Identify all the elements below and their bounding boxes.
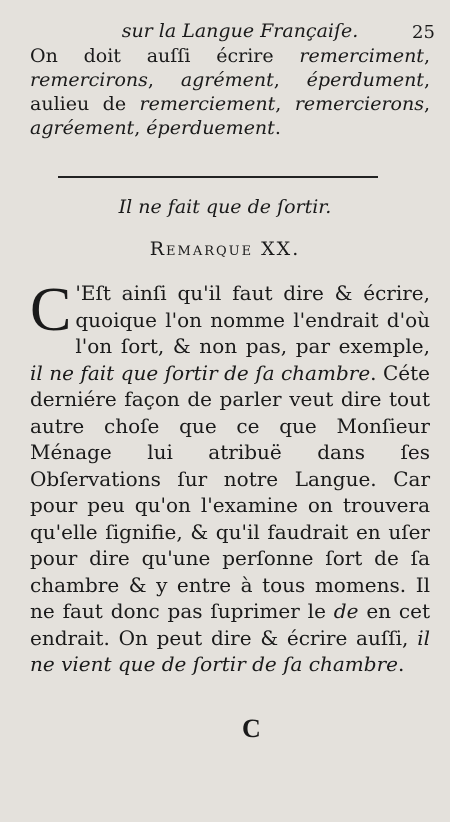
- intro-term: éperduement: [146, 117, 275, 139]
- body-example: il ne vient que de ſortir de ſa chambre: [30, 625, 430, 676]
- section-divider: [58, 176, 378, 178]
- intro-sep: ,: [147, 69, 181, 91]
- intro-sep: ,: [423, 93, 430, 115]
- body-text: . Céte derniére façon de parler veut dire tout autre choſe que ce que Monſieur Ménage lui atribuë dans ſes Obſervations ſur notre Langue. Car pour peu qu'on l'examine on trouvera qu'elle ſignifie, & qu'il faudrait en uſer pour dire qu'une perſonne ſort de ſa chambre & y entre à tous momens. Il ne faut donc pas ſuprimer le: [30, 360, 430, 623]
- running-title: sur la Langue Françaiſe.: [121, 20, 359, 42]
- page-number: 25: [412, 22, 435, 43]
- intro-sep: ,: [423, 45, 430, 67]
- intro-term: remercierons: [294, 93, 424, 115]
- intro-text: On doit auſſi écrire: [30, 45, 300, 67]
- remark-body: [30, 276, 430, 678]
- intro-paragraph: [30, 44, 430, 140]
- signature-mark: C: [242, 714, 261, 743]
- intro-term: éperdument: [306, 69, 424, 91]
- intro-text: , aulieu de: [30, 69, 430, 115]
- intro-text: .: [274, 117, 281, 139]
- intro-term: agrément: [180, 69, 274, 91]
- intro-sep: ,: [273, 69, 307, 91]
- intro-term: remerciement: [139, 93, 276, 115]
- body-example: de: [333, 599, 359, 623]
- drop-cap: C: [30, 276, 72, 344]
- section-subtitle: Il ne fait que de ſortir.: [118, 196, 332, 218]
- intro-term: remercirons: [30, 69, 148, 91]
- intro-sep: ,: [275, 93, 295, 115]
- intro-term: remerciment: [299, 45, 424, 67]
- body-text: en cet endrait. On peut dire & écrire auſſi,: [30, 599, 430, 650]
- remark-heading: Remarque XX.: [149, 238, 301, 260]
- body-example: il ne fait que ſortir de ſa chambre: [30, 360, 371, 385]
- intro-term: agréement: [30, 117, 135, 139]
- body-text: .: [397, 652, 405, 676]
- intro-sep: ,: [134, 117, 147, 139]
- body-text: 'Eſt ainſi qu'il faut dire & écrire, quoique l'on nomme l'endrait d'où l'on ſort, & non pas, par exemple,: [75, 281, 430, 358]
